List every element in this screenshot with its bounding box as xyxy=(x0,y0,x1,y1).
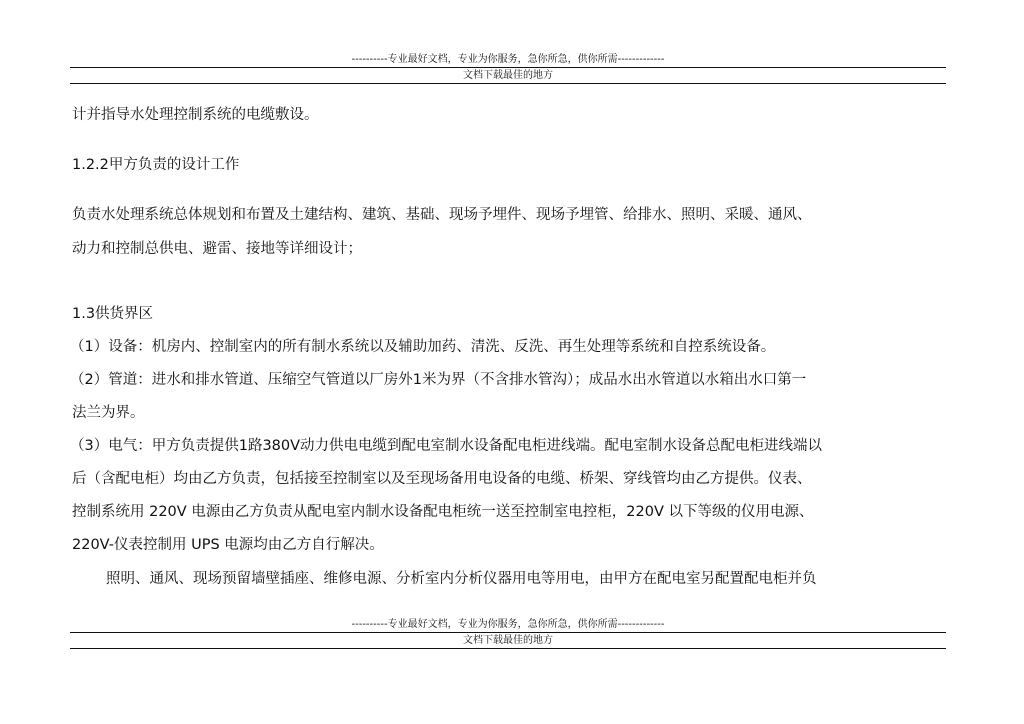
footer-subtitle: 文档下载最佳的地方 xyxy=(463,635,553,646)
header-slogan: ----------专业最好文档，专业为你服务，急你所急，供你所需------------- xyxy=(351,54,665,65)
list-item-electrical-line-1: （3）电气：甲方负责提供1路380V动力供电电缆到配电室制水设备配电柜进线端。配电室制水设备总配电柜进线端以 xyxy=(70,438,823,454)
list-item-pipes-line-1: （2）管道：进水和排水管道、压缩空气管道以厂房外1米为界（不含排水管沟）；成品水出水管道以水箱出水口第一 xyxy=(70,372,807,388)
list-item-pipes-line-2: 法兰为界。 xyxy=(72,405,145,421)
document-body xyxy=(72,0,952,724)
paragraph-cable-laying: 计并指导水处理控制系统的电缆敷设。 xyxy=(72,107,319,123)
footer-rule-thick xyxy=(70,632,946,633)
section-heading-1-2-2: 1.2.2甲方负责的设计工作 xyxy=(72,157,240,173)
footer-slogan: ----------专业最好文档，专业为你服务，急你所急，供你所需------------- xyxy=(351,619,665,630)
paragraph-design-line-2: 动力和控制总供电、避雷、接地等详细设计； xyxy=(72,241,362,257)
list-item-electrical-line-4: 220V-仪表控制用 UPS 电源均由乙方自行解决。 xyxy=(72,537,384,553)
paragraph-design-line-1: 负责水处理系统总体规划和布置及土建结构、建筑、基础、现场予埋件、现场予埋管、给排水、照明、采暖、通风、 xyxy=(72,207,812,223)
page-footer xyxy=(70,619,946,649)
list-item-equipment: （1）设备：机房内、控制室内的所有制水系统以及辅助加药、清洗、反洗、再生处理等系统和自控系统设备。 xyxy=(70,339,776,355)
list-item-electrical-line-3: 控制系统用 220V 电源由乙方负责从配电室内制水设备配电柜统一送至控制室电控柜，220V 以下等级的仪用电源、 xyxy=(72,504,814,520)
list-item-electrical-line-2: 后（含配电柜）均由乙方负责，包括接至控制室以及至现场备用电设备的电缆、桥架、穿线管均由乙方提供。仪表、 xyxy=(72,471,812,487)
header-subtitle: 文档下载最佳的地方 xyxy=(463,70,553,81)
footer-rule-thin xyxy=(70,648,946,649)
section-heading-1-3: 1.3供货界区 xyxy=(72,306,154,322)
paragraph-lighting: 照明、通风、现场预留墙壁插座、维修电源、分析室内分析仪器用电等用电，由甲方在配电室另配置配电柜并负 xyxy=(106,571,817,587)
